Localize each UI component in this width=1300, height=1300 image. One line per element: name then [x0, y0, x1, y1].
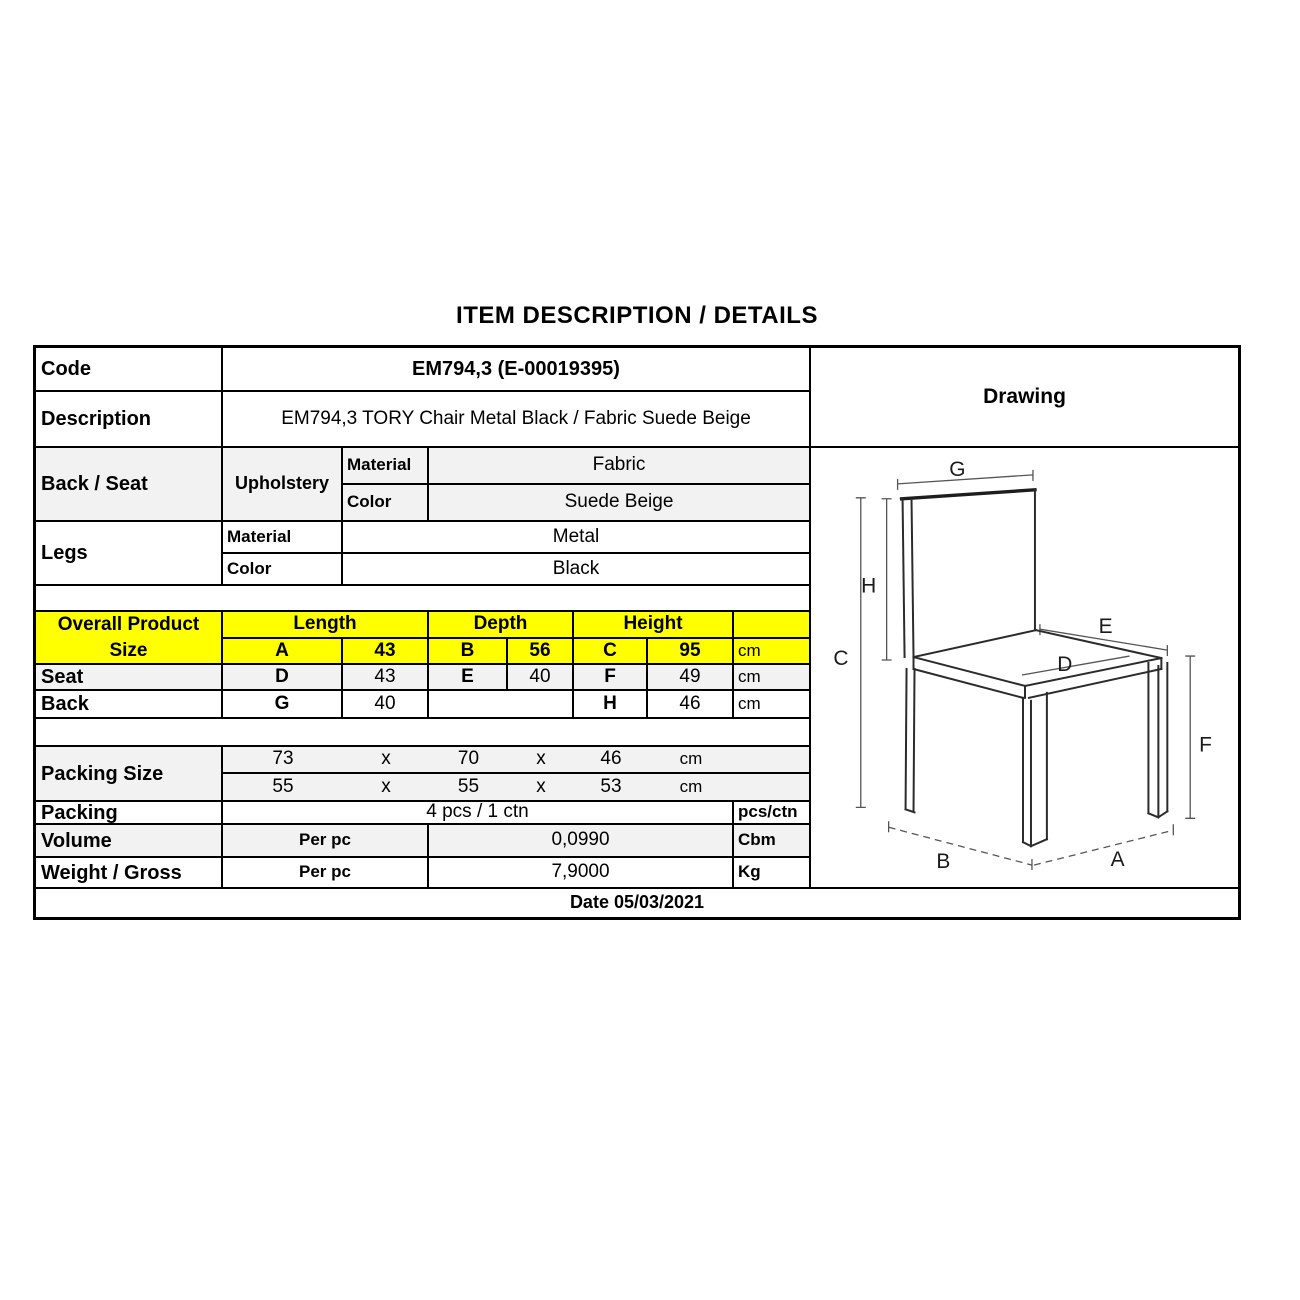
size-unit-header-empty: [733, 611, 810, 638]
packing-size-r1-unit: cm: [679, 749, 703, 769]
length-header: Length: [222, 611, 428, 638]
packing-unit: pcs/ctn: [733, 801, 810, 824]
overall-length-value: 43: [342, 638, 428, 664]
volume-per-pc: Per pc: [222, 824, 428, 857]
seat-depth-value: 40: [507, 664, 573, 690]
packing-value: 4 pcs / 1 ctn: [222, 801, 733, 824]
packing-size-r1-v2: 70: [457, 748, 480, 770]
overall-height-key: C: [573, 638, 647, 664]
back-depth-empty: [428, 690, 573, 718]
packing-size-r1-x2: x: [536, 748, 546, 770]
overall-depth-value: 56: [507, 638, 573, 664]
spacer-row-2: [35, 718, 810, 746]
description-value: EM794,3 TORY Chair Metal Black / Fabric Suede Beige: [222, 391, 810, 447]
date-row: Date 05/03/2021: [35, 888, 1239, 918]
back-seat-material-label: Material: [342, 447, 428, 484]
packing-size-r1-x1: x: [381, 748, 391, 770]
drawing-area: [810, 447, 1239, 888]
seat-label: Seat: [35, 664, 222, 690]
back-seat-color-value: Suede Beige: [428, 484, 810, 521]
packing-size-label: Packing Size: [35, 746, 222, 801]
packing-size-row-2: [222, 773, 810, 801]
drawing-header: Drawing: [810, 347, 1239, 447]
back-seat-material-value: Fabric: [428, 447, 810, 484]
dim-label-g: G: [949, 457, 966, 481]
code-label: Code: [35, 347, 222, 391]
packing-size-r2-v3: 53: [600, 775, 622, 797]
code-value: EM794,3 (E-00019395): [222, 347, 810, 391]
seat-height-key: F: [573, 664, 647, 690]
seat-unit: cm: [733, 664, 810, 690]
back-height-value: 46: [647, 690, 733, 718]
overall-size-label: [35, 611, 222, 664]
seat-depth-key: E: [428, 664, 507, 690]
packing-label: Packing: [35, 801, 222, 824]
volume-value: 0,0990: [428, 824, 733, 857]
back-length-key: G: [222, 690, 342, 718]
packing-size-r2-v1: 55: [272, 775, 294, 797]
legs-label: Legs: [35, 521, 222, 585]
weight-label: Weight / Gross: [35, 857, 222, 888]
weight-unit: Kg: [733, 857, 810, 888]
overall-size-label-line1: Overall Product: [57, 613, 200, 635]
packing-size-r1-v1: 73: [272, 748, 294, 770]
dim-label-b: B: [936, 850, 951, 874]
upholstery-label: Upholstery: [222, 447, 342, 521]
spacer-row-1: [35, 585, 810, 611]
packing-size-row-1: [222, 746, 810, 773]
height-header: Height: [573, 611, 733, 638]
packing-size-r1-v3: 46: [600, 748, 622, 770]
volume-unit: Cbm: [733, 824, 810, 857]
chair-drawing: [811, 448, 1238, 887]
overall-depth-key: B: [428, 638, 507, 664]
packing-size-r2-x2: x: [536, 775, 546, 797]
weight-per-pc: Per pc: [222, 857, 428, 888]
depth-header: Depth: [428, 611, 573, 638]
overall-height-value: 95: [647, 638, 733, 664]
back-seat-color-label: Color: [342, 484, 428, 521]
legs-color-value: Black: [342, 553, 810, 585]
packing-size-r2-x1: x: [381, 775, 391, 797]
seat-length-value: 43: [342, 664, 428, 690]
dim-label-a: A: [1110, 848, 1125, 872]
weight-value: 7,9000: [428, 857, 733, 888]
dim-label-f: F: [1199, 733, 1212, 757]
back-seat-label: Back / Seat: [35, 447, 222, 521]
overall-length-key: A: [222, 638, 342, 664]
legs-material-label: Material: [222, 521, 342, 553]
dim-label-d: D: [1057, 652, 1073, 676]
seat-length-key: D: [222, 664, 342, 690]
overall-unit: cm: [733, 638, 810, 664]
legs-color-label: Color: [222, 553, 342, 585]
back-height-key: H: [573, 690, 647, 718]
page-title: ITEM DESCRIPTION / DETAILS: [456, 302, 818, 329]
dim-label-e: E: [1098, 615, 1113, 639]
dim-label-h: H: [861, 574, 877, 598]
seat-height-value: 49: [647, 664, 733, 690]
item-details-table: [33, 345, 1241, 920]
back-unit: cm: [733, 690, 810, 718]
overall-size-label-line2: Size: [109, 639, 148, 661]
dim-label-c: C: [833, 647, 849, 671]
packing-size-r2-unit: cm: [679, 776, 703, 796]
packing-size-r2-v2: 55: [457, 775, 480, 797]
back-label: Back: [35, 690, 222, 718]
description-label: Description: [35, 391, 222, 447]
volume-label: Volume: [35, 824, 222, 857]
back-length-value: 40: [342, 690, 428, 718]
legs-material-value: Metal: [342, 521, 810, 553]
